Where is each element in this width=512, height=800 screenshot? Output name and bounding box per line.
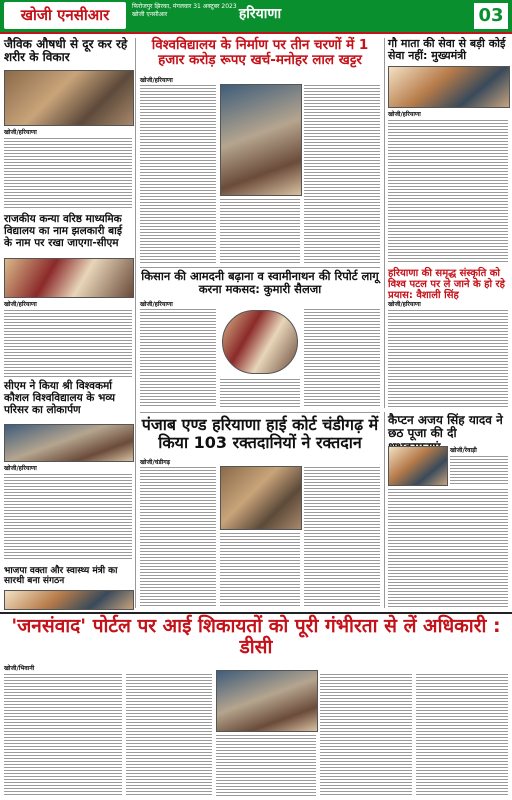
issue-date: फिरोजपुर झिरका, मंगलवार 31 अक्टूबर 2023 — [132, 3, 237, 10]
column-rule — [384, 412, 385, 608]
headline-folk: राजकीय कन्या वरिष्ठ माध्यमिक विद्यालय का नाम झलकारी बाई के नाम पर रखा जाएगा-सीएम — [4, 213, 123, 249]
body-cow — [388, 119, 508, 264]
masthead-rule — [0, 32, 512, 34]
page-number: 03 — [474, 3, 508, 29]
separator — [140, 267, 380, 268]
photo-skill — [4, 424, 134, 462]
headline-shah: भाजपा वक्ता और स्वास्थ्य मंत्री का सारथी बना संगठन — [4, 566, 118, 587]
body-skill — [4, 473, 132, 561]
headline-kisan: किसान की आमदनी बढ़ाना व स्वामीनाथन की रिपोर्ट लागू करना मकसद: कुमारी सैलजा — [141, 269, 379, 296]
body-varsity-col3 — [304, 84, 380, 264]
separator — [140, 412, 380, 413]
headline-varsity: विश्वविद्यालय के निर्माण पर तीन चरणों में 1 हजार करोड़ रूपए खर्च-मनोहर लाल खट्टर — [151, 37, 369, 69]
body-varsity-col2 — [220, 198, 300, 264]
body-folk — [4, 309, 132, 377]
byline-folk: खोजी/हरियाणा — [4, 301, 37, 308]
issue-name: खोजी एनसीआर — [132, 11, 168, 18]
masthead — [0, 0, 512, 32]
byline-culture: खोजी/हरियाणा — [388, 301, 421, 308]
body-kisan-col2 — [220, 378, 300, 408]
byline-herbal: खोजी/हरियाणा — [4, 129, 37, 136]
photo-jansamvad — [216, 670, 318, 732]
body-varsity-col1 — [140, 84, 216, 264]
byline-jansamvad: खोजी/भिवानी — [4, 665, 35, 672]
body-jansamvad-col4 — [320, 673, 412, 797]
body-court-col3 — [304, 466, 380, 608]
byline-kisan: खोजी/हरियाणा — [140, 301, 173, 308]
byline-varsity: खोजी/हरियाणा — [140, 77, 173, 84]
photo-herbal — [4, 70, 134, 126]
body-culture — [388, 309, 508, 408]
photo-court — [220, 466, 302, 530]
body-kisan-col3 — [304, 308, 380, 408]
body-herbal — [4, 137, 132, 210]
photo-varsity — [220, 84, 302, 196]
headline-herbal: जैविक औषधी से दूर कर रहे शरीर के विकार — [4, 37, 128, 65]
byline-cow: खोजी/हरियाणा — [388, 111, 421, 118]
column-rule — [135, 38, 136, 608]
section-title: हरियाणा — [238, 6, 282, 22]
column-rule — [384, 38, 385, 408]
headline-skill: सीएम ने किया श्री विश्वकर्मा कौशल विश्वविद्यालय के भव्य परिसर का लोकार्पण — [4, 380, 116, 416]
photo-shah — [4, 590, 134, 610]
bottom-rule — [0, 612, 512, 614]
byline-captain: खोजी/रेवाड़ी — [450, 447, 477, 454]
headline-culture: हरियाणा की समृद्ध संस्कृति को विश्व पटल पर ले जाने के हो रहे प्रयास: वैशाली सिंह — [388, 268, 505, 302]
body-captain — [388, 488, 508, 608]
logo: खोजी एनसीआर — [4, 2, 126, 29]
body-jansamvad-col3 — [216, 734, 316, 797]
headline-cow: गौ माता की सेवा से बड़ी कोई सेवा नहीं: मुख्यमंत्री — [388, 37, 506, 63]
photo-kisan — [222, 310, 298, 374]
photo-folk — [4, 258, 134, 298]
byline-court: खोजी/चंडीगढ़ — [140, 459, 170, 466]
body-captain-col2 — [450, 455, 508, 484]
body-kisan-col1 — [140, 308, 216, 408]
body-court-col1 — [140, 466, 216, 608]
photo-captain — [388, 446, 448, 486]
body-jansamvad-col5 — [416, 673, 508, 797]
headline-court: पंजाब एण्ड हरियाणा हाई कोर्ट चंडीगढ़ में किया 103 रक्तदानियों ने रक्तदान — [141, 415, 379, 452]
headline-captain: कैप्टन अजय सिंह यादव ने छठ पूजा की दी — [388, 413, 503, 441]
body-jansamvad-col2 — [126, 673, 212, 797]
body-jansamvad-col1 — [4, 673, 122, 797]
photo-cow — [388, 66, 510, 108]
headline-jansamvad: 'जनसंवाद' पोर्टल पर आई शिकायतों को पूरी गंभीरता से लें अधिकारी : डीसी — [11, 615, 501, 659]
body-court-col2 — [220, 532, 300, 608]
byline-skill: खोजी/हरियाणा — [4, 465, 37, 472]
